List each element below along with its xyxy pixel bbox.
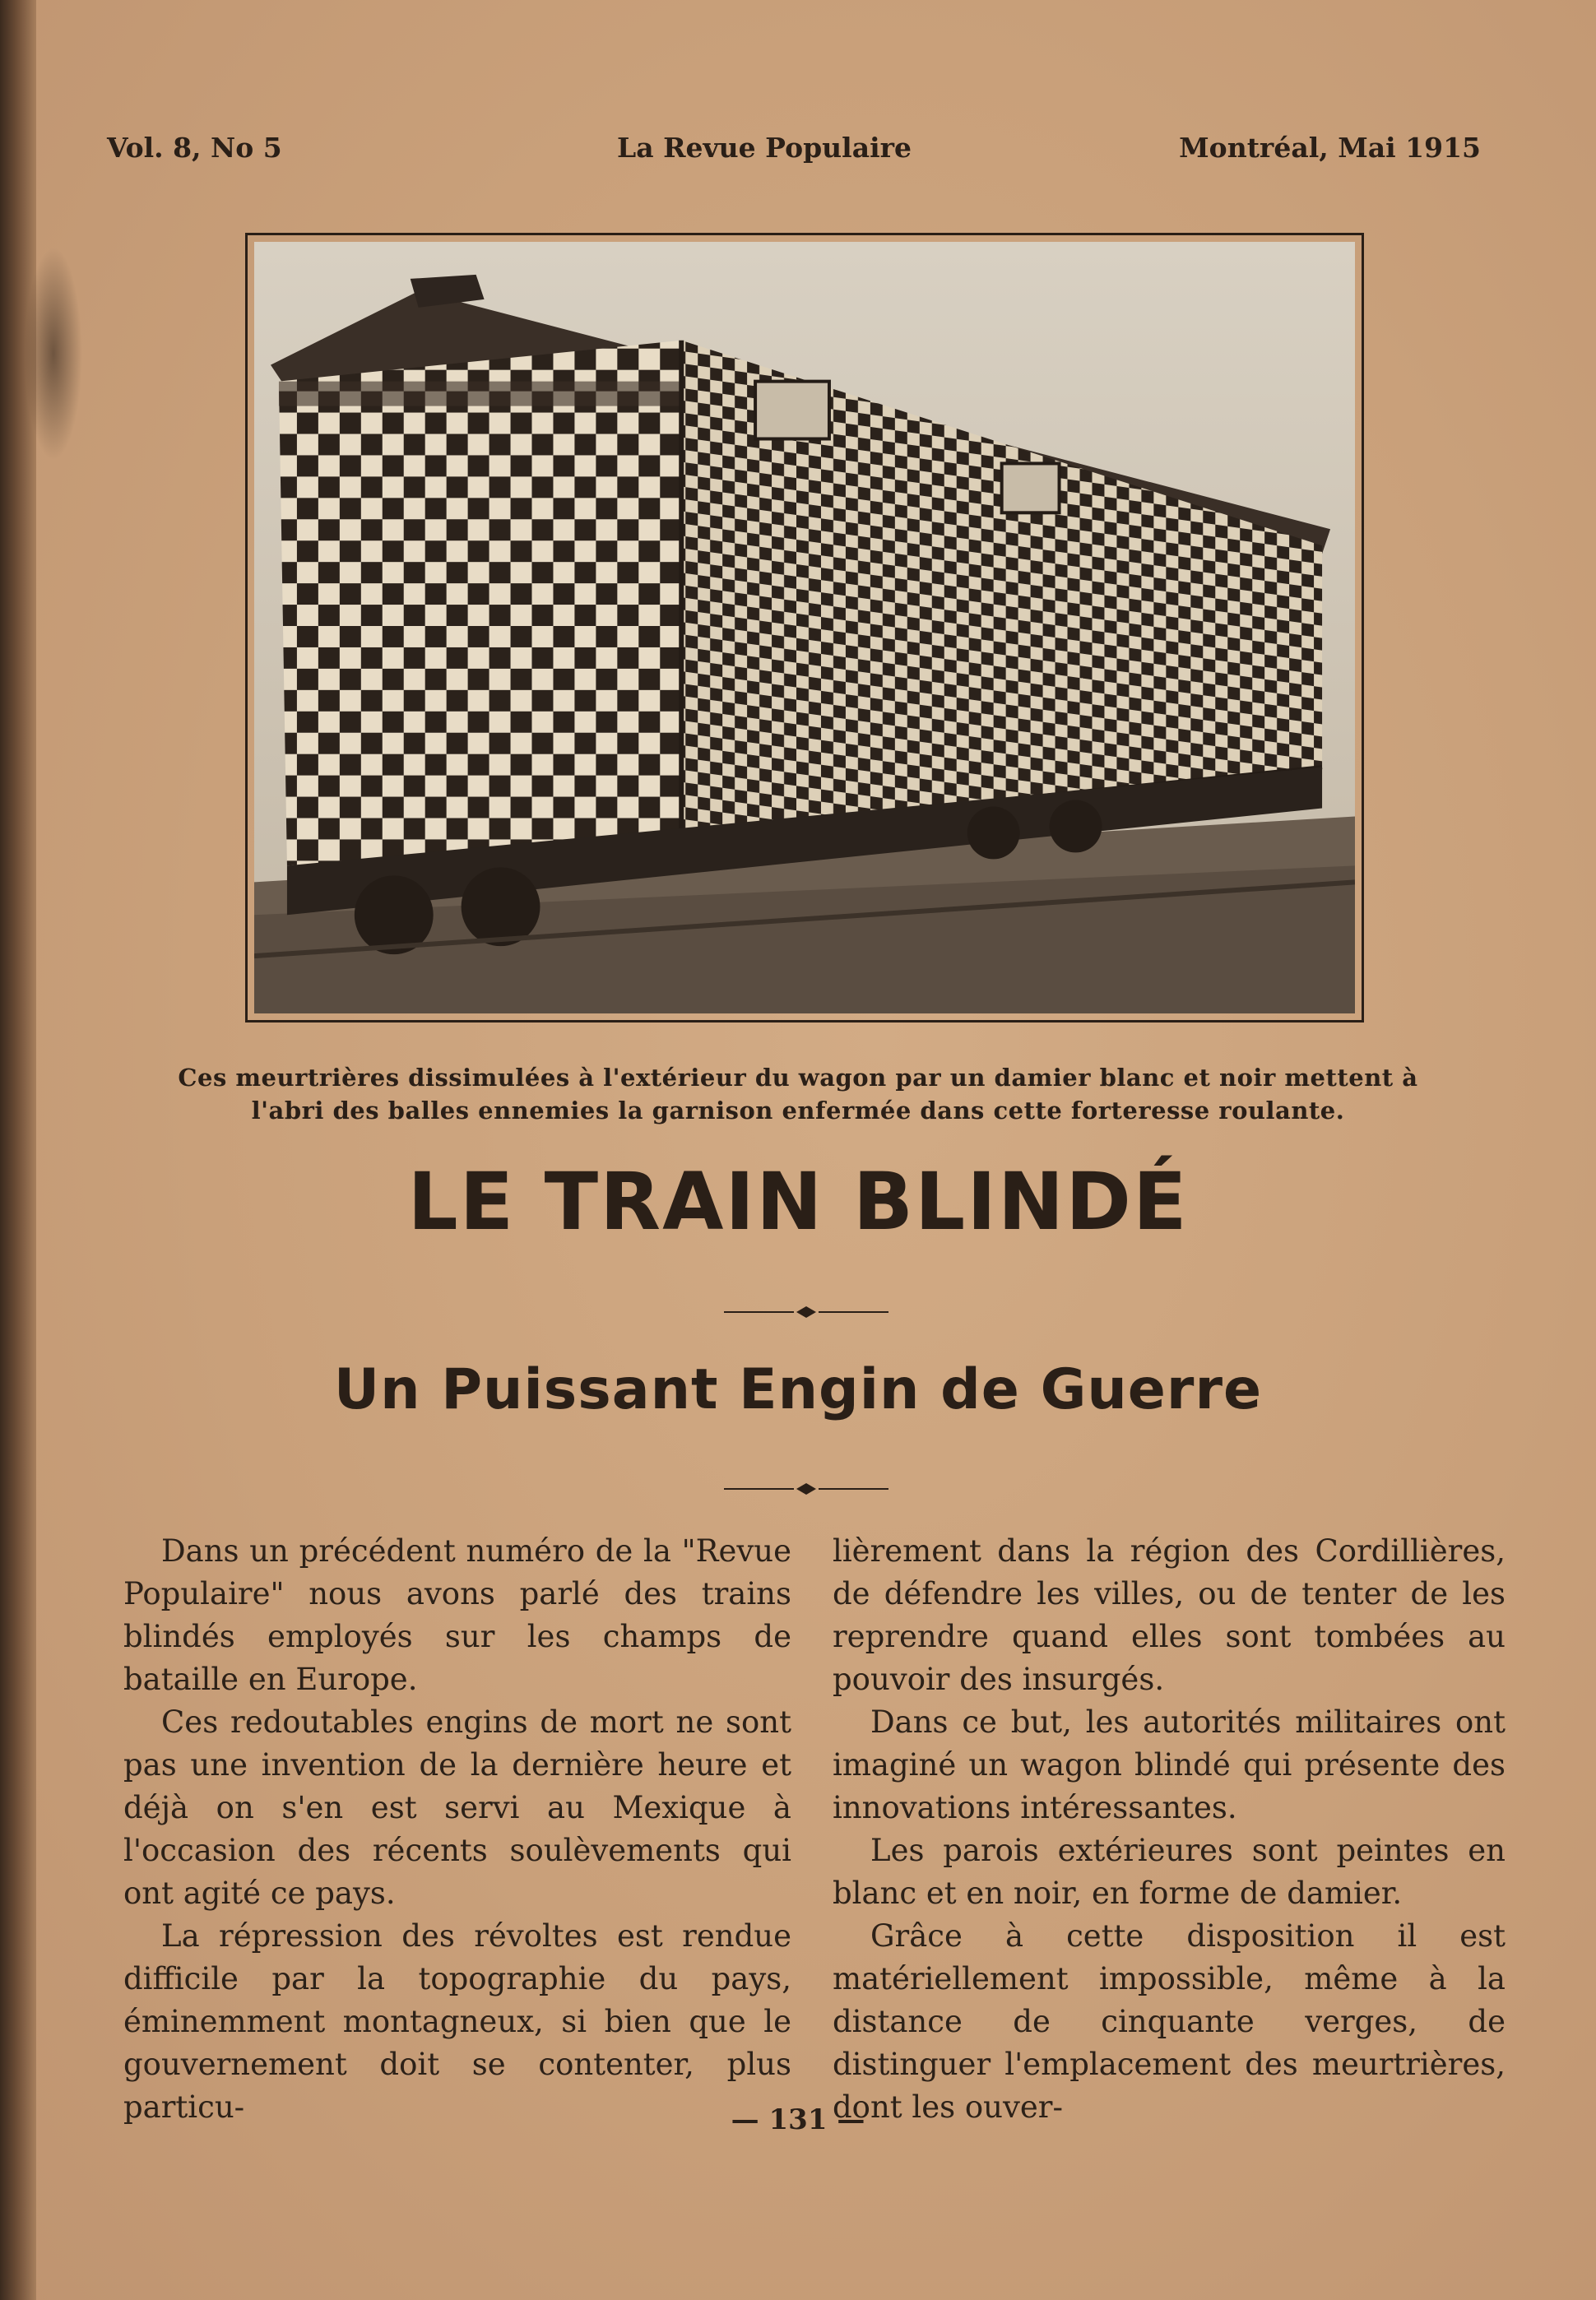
paragraph: Ces redoutables engins de mort ne sont pas une invention de la dernière heure et déjà on s'en est servi au Mexique à l'occasion des récents soulèvements qui ont agité ce pays. (123, 1704, 791, 1911)
paragraph: Dans un précédent numéro de la "Revue Populaire" nous avons parlé des trains blindés employés sur les champs de bataille en Europe. (123, 1533, 791, 1697)
paragraph: lièrement dans la région des Cordillières, de défendre les villes, ou de tenter de les reprendre quand elles sont tombées au pouvoir des insurgés. (833, 1533, 1506, 1697)
paragraph: Les parois extérieures sont peintes en blanc et en noir, en forme de damier. (833, 1833, 1506, 1911)
article-subtitle: Un Puissant Engin de Guerre (333, 1357, 1263, 1422)
paragraph: La répression des révoltes est rendue difficile par la topographie du pays, éminemment montagneux, si bien que le gouvernement doit se contenter, plus particu- (123, 1918, 791, 2125)
wagon-illustration (254, 242, 1355, 1013)
article-title: LE TRAIN BLINDÉ (407, 1156, 1189, 1248)
page-number: — 131 — (731, 2103, 865, 2136)
ink-stain (25, 247, 82, 461)
divider-ornament-top (724, 1304, 888, 1320)
paragraph: Dans ce but, les autorités militaires ont imaginé un wagon blindé qui présente des innovations intéressantes. (833, 1704, 1506, 1825)
caption-line-2: l'abri des balles ennemies la garnison enfermée dans cette forteresse roulante. (251, 1097, 1345, 1124)
running-header (107, 132, 1481, 181)
caption-line-1: Ces meurtrières dissimulées à l'extérieur du wagon par un damier blanc et noir mettent à (178, 1064, 1418, 1092)
photo-caption (119, 1061, 1477, 1127)
article-column-left (123, 1530, 791, 2129)
armored-wagon-photo (245, 233, 1364, 1022)
place-date: Montréal, Mai 1915 (1179, 132, 1481, 164)
paragraph: Grâce à cette disposition il est matériellement impossible, même à la distance de cinquante verges, de distinguer l'emplacement des meurtrières, dont les ouver- (833, 1918, 1506, 2125)
article-column-right (833, 1530, 1506, 2129)
magazine-name: La Revue Populaire (617, 132, 912, 164)
divider-ornament-bottom (724, 1481, 888, 1497)
volume-number: Vol. 8, No 5 (107, 132, 282, 164)
